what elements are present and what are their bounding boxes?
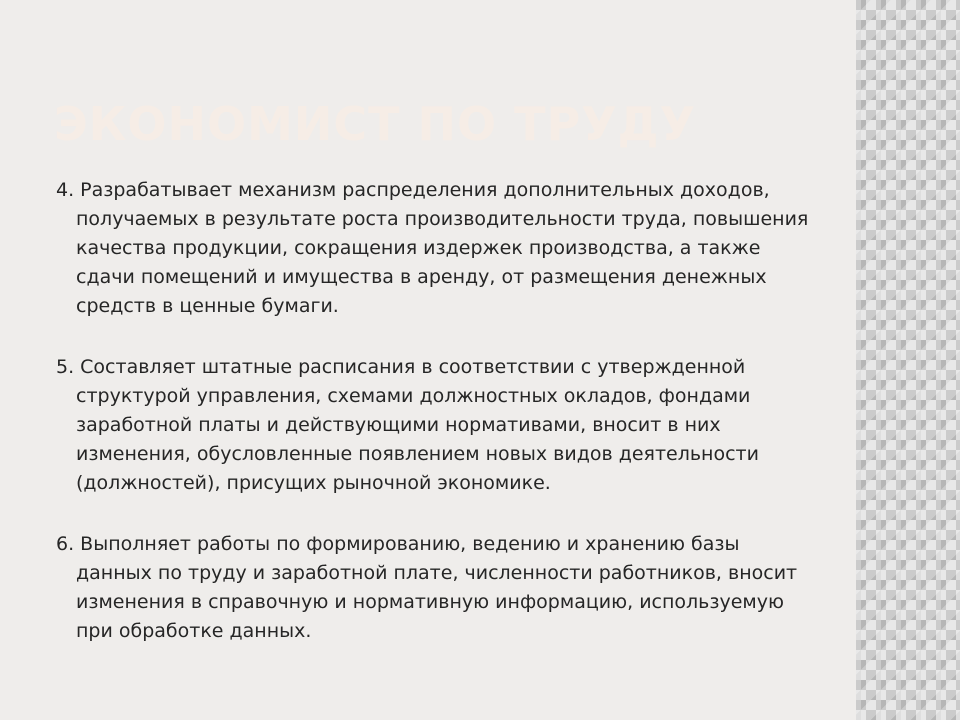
slide-title: ЭКОНОМИСТ ПО ТРУДУ (54, 97, 697, 151)
list-item: 5. Составляет штатные расписания в соответствии с утвержденной структурой управления, схемами должностных окладов, фондами заработной платы и действующими нормативами, вносит в них изменения, обусловленные появлением новых видов деятельности (должностей), присущих рыночной экономике. (56, 356, 759, 494)
decorative-side-panel (856, 0, 960, 720)
list-item: 4. Разрабатывает механизм распределения дополнительных доходов, получаемых в результате роста производительности труда, повышения качества продукции, сокращения издержек производства, а также сдачи помещений и имущества в аренду, от размещения денежных средств в ценные бумаги. (56, 179, 809, 317)
slide-body (56, 176, 816, 678)
list-item: 6. Выполняет работы по формированию, ведению и хранению базы данных по труду и заработной плате, численности работников, вносит изменения в справочную и нормативную информацию, используемую при обработке данных. (56, 533, 798, 642)
